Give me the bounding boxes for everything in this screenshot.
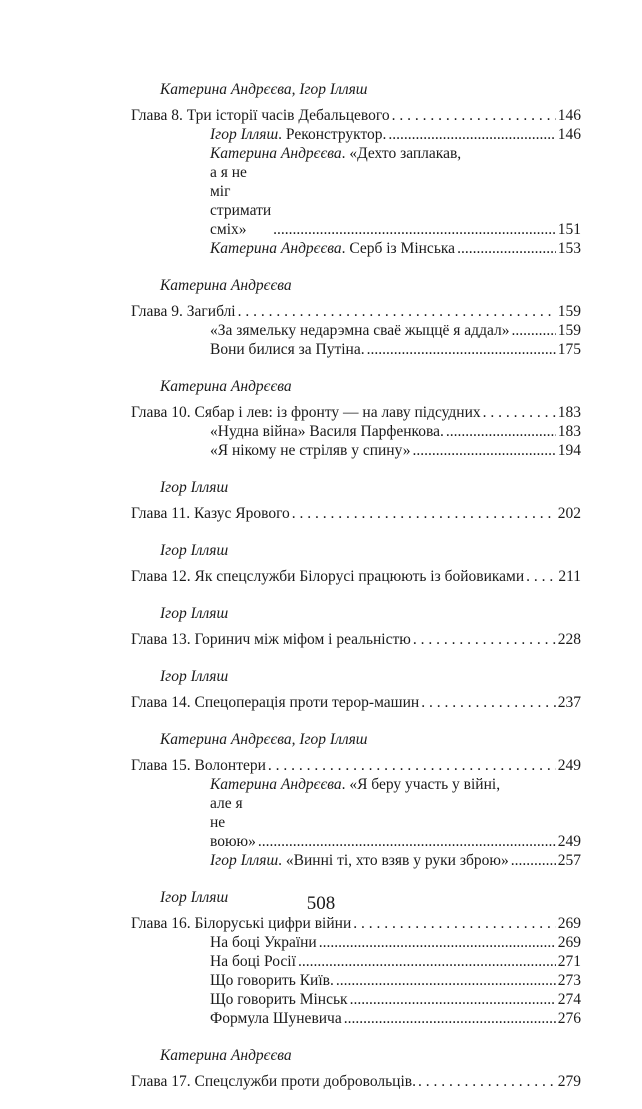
- page-ref: 269: [557, 934, 581, 951]
- subentry-title: [210, 239, 455, 258]
- section-author: Ігор Ілляш: [160, 542, 229, 559]
- subentry-author: Ігор Ілляш: [210, 852, 279, 869]
- leader-dots: [511, 321, 555, 340]
- subentry-text: . «Винні ті, хто взяв у руки зброю»: [278, 852, 509, 869]
- section-author: Ігор Ілляш: [160, 605, 229, 622]
- page-ref: 269: [557, 915, 581, 932]
- chapter-title: Глава 11. Казус Ярового: [131, 505, 290, 522]
- leader-dots: [392, 106, 556, 125]
- page-ref: 146: [557, 126, 581, 143]
- chapter-title: Глава 13. Горинич між міфом і реальністю: [131, 631, 411, 648]
- page-ref: 249: [557, 757, 581, 774]
- toc-section: [131, 541, 581, 586]
- chapter-entry[interactable]: [131, 1072, 581, 1091]
- chapter-title: Глава 17. Спецслужби проти добровольців.: [131, 1073, 416, 1090]
- subentry-title: Формула Шуневича: [210, 1010, 342, 1027]
- chapter-entry[interactable]: [131, 403, 581, 422]
- leader-dots: [344, 1009, 556, 1028]
- page-ref: 183: [557, 423, 581, 440]
- subentry[interactable]: [210, 422, 581, 441]
- leader-dots: [457, 239, 556, 258]
- leader-dots: [273, 220, 556, 239]
- page-ref: 151: [557, 221, 581, 238]
- page-ref: 194: [557, 442, 581, 459]
- leader-dots: [418, 1072, 556, 1091]
- chapter-entry[interactable]: [131, 504, 581, 523]
- page-ref: 183: [557, 404, 581, 421]
- section-author: Ігор Ілляш: [160, 479, 229, 496]
- chapter-title: Глава 15. Волонтери: [131, 757, 266, 774]
- subentry-title: «За зямельку недарэмна сваё жыццё я аддал»: [210, 322, 510, 339]
- chapter-title: Глава 9. Загиблі: [131, 303, 236, 320]
- subentry-title: [210, 851, 509, 870]
- chapter-entry[interactable]: [131, 914, 581, 933]
- chapter-entry[interactable]: [131, 693, 581, 712]
- leader-dots: [268, 756, 556, 775]
- page-ref: 228: [557, 631, 581, 648]
- page-number: 508: [306, 893, 336, 914]
- leader-dots: [238, 302, 556, 321]
- subentry[interactable]: [210, 340, 581, 359]
- subentry[interactable]: [210, 851, 581, 870]
- subentry-text: . «Я беру участь у війні,: [341, 776, 501, 793]
- section-author: Катерина Андрєєва, Ігор Ілляш: [160, 731, 368, 748]
- subentry[interactable]: [210, 239, 581, 258]
- section-author: Катерина Андрєєва, Ігор Ілляш: [160, 81, 368, 98]
- subentry[interactable]: [210, 125, 581, 144]
- leader-dots: [511, 851, 556, 870]
- subentry-title: На боці Росії: [210, 953, 296, 970]
- toc-section: [131, 377, 581, 460]
- page-ref: 274: [557, 991, 581, 1008]
- subentry-title: [210, 144, 581, 163]
- chapter-title: Глава 10. Сябар і лев: із фронту — на лаву підсудних: [131, 404, 481, 421]
- leader-dots: [258, 832, 556, 851]
- leader-dots: [388, 125, 555, 144]
- leader-dots: [336, 971, 556, 990]
- subentry[interactable]: [210, 933, 581, 952]
- page-ref: 146: [557, 107, 581, 124]
- chapter-title: Глава 16. Білоруські цифри війни: [131, 915, 352, 932]
- subentry-title: [210, 775, 581, 794]
- chapter-entry[interactable]: [131, 567, 581, 586]
- toc-section: [131, 667, 581, 712]
- subentry-author: Катерина Андрєєва: [210, 776, 342, 793]
- section-author: Ігор Ілляш: [160, 668, 229, 685]
- chapter-title: Глава 8. Три історії часів Дебальцевого: [131, 107, 390, 124]
- leader-dots: [412, 441, 555, 460]
- subentry-continuation: [210, 163, 581, 239]
- subentry-title: Що говорить Мінськ: [210, 991, 348, 1008]
- subentry-author: Катерина Андрєєва: [210, 145, 342, 162]
- page-ref: 153: [557, 240, 581, 257]
- subentry[interactable]: [210, 775, 581, 851]
- toc-section: [131, 478, 581, 523]
- page-ref: 175: [557, 341, 581, 358]
- subentry-text: . Реконструктор.: [278, 126, 387, 143]
- section-author: Катерина Андрєєва: [160, 1047, 292, 1064]
- chapter-title: Глава 12. Як спецслужби Білорусі працюють із бойовиками: [131, 568, 525, 585]
- page-ref: 271: [557, 953, 581, 970]
- subentry[interactable]: [210, 952, 581, 971]
- page-ref: 211: [558, 568, 581, 585]
- subentry-author: Ігор Ілляш: [210, 126, 279, 143]
- chapter-entry[interactable]: [131, 756, 581, 775]
- leader-dots: [298, 952, 556, 971]
- leader-dots: [526, 567, 556, 586]
- page-ref: 202: [557, 505, 581, 522]
- subentry-title: [210, 125, 386, 144]
- leader-dots: [319, 933, 556, 952]
- subentry[interactable]: [210, 144, 581, 239]
- page-ref: 257: [557, 852, 581, 869]
- subentry-text-cont: але я не воюю»: [210, 795, 256, 850]
- leader-dots: [353, 914, 556, 933]
- page-ref: 159: [557, 322, 581, 339]
- subentry-title: «Нудна війна» Василя Парфенкова.: [210, 423, 444, 440]
- leader-dots: [292, 504, 556, 523]
- subentry[interactable]: [210, 441, 581, 460]
- subentry-title: Вони билися за Путіна.: [210, 341, 365, 358]
- page-ref: 279: [557, 1073, 581, 1090]
- subentry-title: На боці України: [210, 934, 317, 951]
- leader-dots: [413, 630, 556, 649]
- chapter-entry[interactable]: [131, 630, 581, 649]
- page-ref: 273: [557, 972, 581, 989]
- subentry-text: . Серб із Мінська: [341, 240, 456, 257]
- subentry-text: . «Дехто заплакав,: [341, 145, 462, 162]
- chapter-entry[interactable]: [131, 302, 581, 321]
- subentry[interactable]: [210, 971, 581, 990]
- leader-dots: [367, 340, 556, 359]
- section-author: Катерина Андрєєва: [160, 277, 292, 294]
- leader-dots: [421, 693, 556, 712]
- subentry[interactable]: [210, 1009, 581, 1028]
- subentry-continuation: [210, 794, 581, 851]
- chapter-entry[interactable]: [131, 106, 581, 125]
- page-ref: 276: [557, 1010, 581, 1027]
- page-ref: 159: [557, 303, 581, 320]
- subentry-title: Що говорить Київ.: [210, 972, 334, 989]
- section-author: Ігор Ілляш: [160, 889, 229, 906]
- subentry-author: Катерина Андрєєва: [210, 240, 342, 257]
- toc-section: [131, 276, 581, 359]
- toc-section: [131, 730, 581, 870]
- leader-dots: [446, 422, 556, 441]
- page-ref: 249: [557, 833, 581, 850]
- subentry[interactable]: [210, 321, 581, 340]
- toc-section: [131, 604, 581, 649]
- table-of-contents: [131, 80, 581, 1109]
- subentry-text-cont: а я не міг стримати сміх»: [210, 164, 272, 238]
- section-author: Катерина Андрєєва: [160, 378, 292, 395]
- toc-section: [131, 1046, 581, 1091]
- chapter-title: Глава 14. Спецоперація проти терор-машин: [131, 694, 420, 711]
- leader-dots: [483, 403, 556, 422]
- subentry-title: «Я нікому не стріляв у спину»: [210, 442, 411, 459]
- toc-section: [131, 80, 581, 258]
- page-ref: 237: [557, 694, 581, 711]
